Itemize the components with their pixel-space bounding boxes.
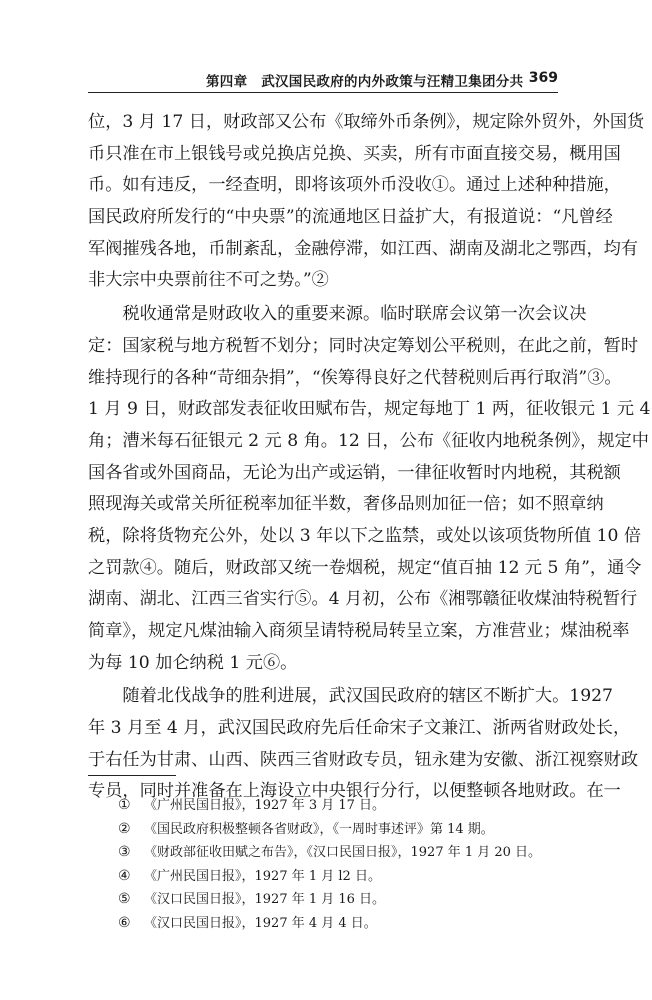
text-line: 简章》，规定凡煤油输入商须呈请特税局转呈立案，方准营业；煤油税率 [88,621,630,641]
footnote [118,865,558,889]
text-line: 之罚款④。随后，财政部又统一卷烟税，规定“值百抽 12 元 5 角”，通令 [88,557,642,578]
text-line: 随着北伐战争的胜利进展，武汉国民政府的辖区不断扩大。1927 [88,686,613,707]
footnote [118,794,558,818]
text-line: 角；漕米每石征银元 2 元 8 角。12 日，公布《征收内地税条例》，规定中 [88,430,649,451]
text-line: 国各省或外国商品，无论为出产或运销，一律征收暂时内地税，其税额 [88,462,621,483]
text-line: 为每 10 加仑纳税 1 元⑥。 [88,652,298,673]
text-line: 定：国家税与地方税暂不划分；同时决定筹划公平税则，在此之前，暂时 [88,335,639,356]
paragraph [88,681,639,808]
footnote-mark: ④ [118,867,131,884]
text-line: 币只准在市上银钱号或兑换店兑换、买卖，所有市面直接交易，概用国 [88,143,621,164]
running-header [88,66,558,93]
footnote-mark: ② [118,820,131,837]
footnote-mark: ⑤ [118,891,131,907]
text-line: 位，3 月 17 日，财政部又公布《取缔外币条例》，规定除外贸外，外国货 [88,112,645,132]
footnote-mark: ① [118,797,131,813]
footnote-divider [88,775,176,776]
text-line: 军阀摧残各地，币制紊乱，金融停滞，如江西、湖南及湖北之鄂西，均有 [88,238,639,259]
page-number: 369 [528,70,558,86]
text-line: 年 3 月至 4 月，武汉国民政府先后任命宋子文兼江、浙两省财政处长， [88,718,631,739]
text-line: 于右任为甘肃、山西、陕西三省财政专员，钮永建为安徽、浙江视察财政 [88,749,639,770]
footnote-text: 《汉口民国日报》，1927 年 4 月 4 日。 [144,915,377,931]
text-line: 照现海关或常关所征税率加征半数，奢侈品则加征一倍；如不照章纳 [88,494,604,515]
footnote [118,818,558,842]
text-line: 币。如有违反，一经查明，即将该项外币没收①。通过上述种种措施， [88,175,621,196]
body-text [88,107,651,808]
footnote-mark: ⑥ [118,914,131,931]
text-line: 专员，同时并准备在上海设立中央银行分行，以便整顿各地财政。在一 [88,781,621,802]
text-line: 税收通常是财政收入的重要来源。临时联席会议第一次会议决 [88,304,587,325]
text-line: 湖南、湖北、江西三省实行⑤。4 月初，公布《湘鄂赣征收煤油特税暂行 [88,589,638,610]
footnote [118,912,558,936]
paragraph [88,299,651,679]
footnotes [118,794,558,935]
paragraph [88,107,645,297]
text-line: 国民政府所发行的“中央票”的流通地区日益扩大，有报道说：“凡曾经 [88,207,613,228]
text-line: 税，除将货物充公外，处以 3 年以下之监禁，或处以该项货物所值 10 倍 [88,525,642,546]
footnote-text: 《广州民国日报》，1927 年 1 月 l2 日。 [144,868,381,884]
footnote-text: 《国民政府积极整顿各省财政》，《一周时事述评》第 14 期。 [144,821,494,837]
footnote-text: 《财政部征收田赋之布告》，《汉口民国日报》，1927 年 1 月 20 日。 [144,845,542,860]
footnote-text: 《汉口民国日报》，1927 年 1 月 16 日。 [144,892,386,907]
text-line: 1 月 9 日，财政部发表征收田赋布告，规定每地丁 1 两，征收银元 1 元 4 [88,399,651,420]
chapter-title: 第四章 武汉国民政府的内外政策与汪精卫集团分共 [206,74,524,90]
footnote-text: 《广州民国日报》，1927 年 3 月 17 日。 [144,798,386,813]
text-line: 维持现行的各种“苛细杂捐”，“俟筹得良好之代替税则后再行取消”③。 [88,367,622,388]
footnote-mark: ③ [118,844,131,860]
footnote [118,841,558,865]
footnote [118,888,558,912]
text-line: 非大宗中央票前往不可之势。”② [88,270,329,291]
